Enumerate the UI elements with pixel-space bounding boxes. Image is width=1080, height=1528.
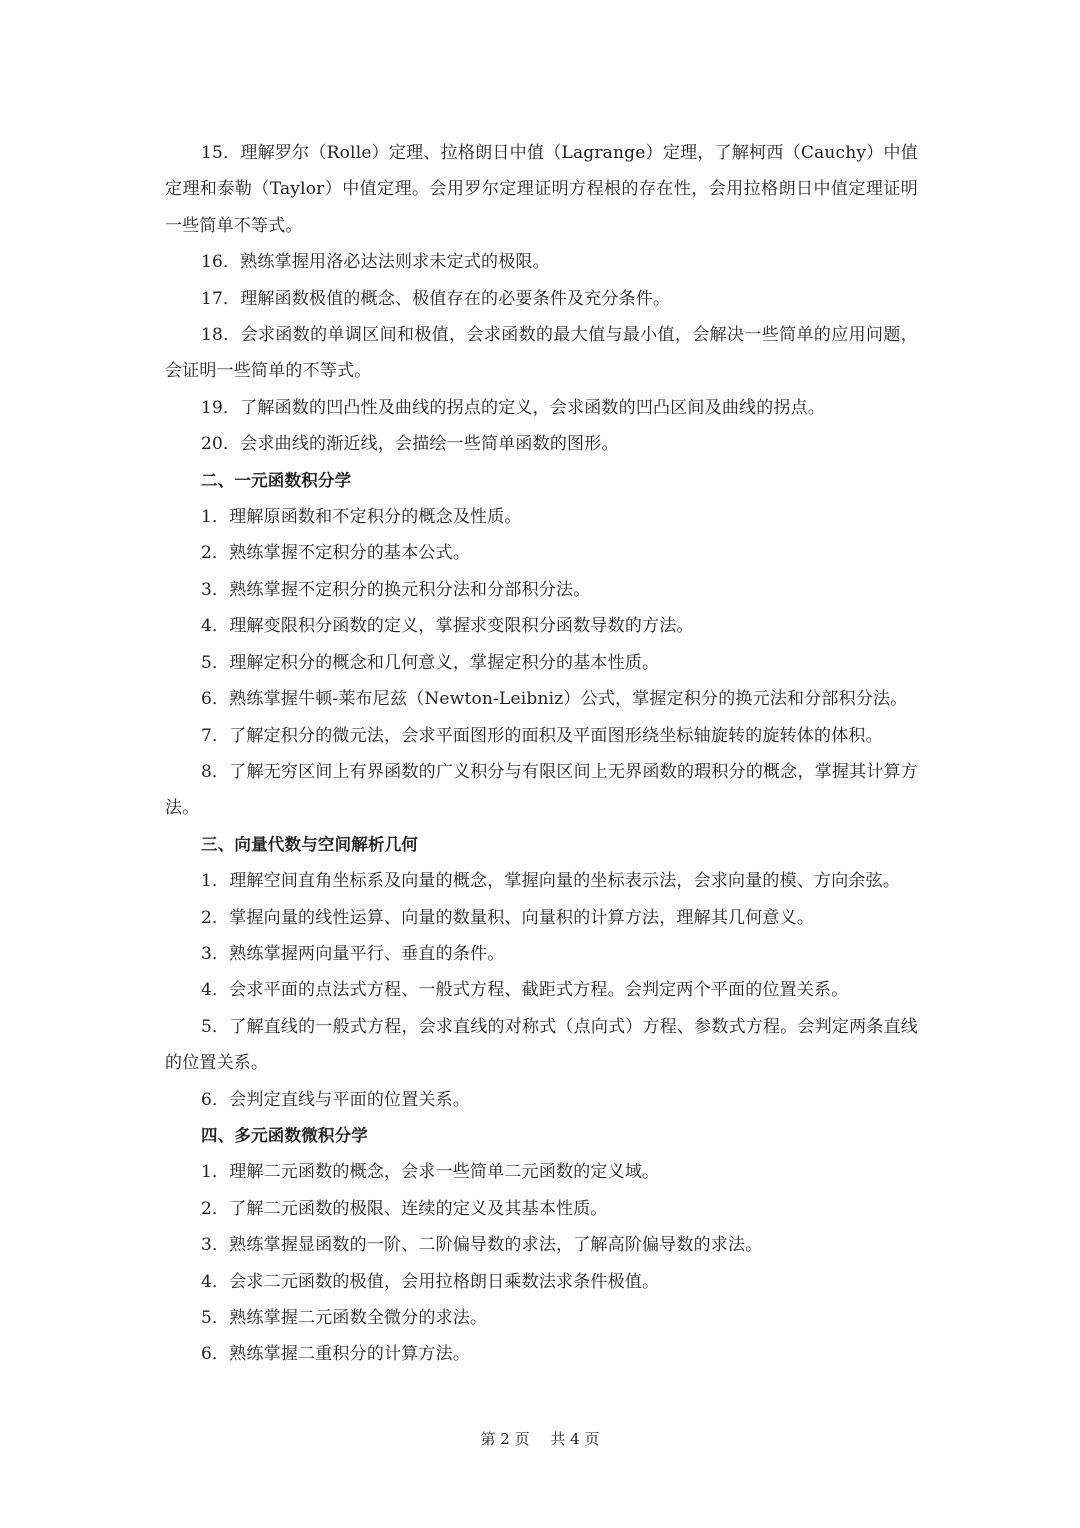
section-heading: 三、向量代数与空间解析几何 [201,834,419,854]
list-item: 5．熟练掌握二元函数全微分的求法。 [201,1308,488,1328]
list-item: 3．熟练掌握显函数的一阶、二阶偏导数的求法，了解高阶偏导数的求法。 [201,1235,763,1256]
list-item: 19．了解函数的凹凸性及曲线的拐点的定义，会求函数的凹凸区间及曲线的拐点。 [201,397,826,418]
document-body [165,135,918,1373]
list-item: 2．熟练掌握不定积分的基本公式。 [201,543,471,564]
list-item: 4．会求平面的点法式方程、一般式方程、截距式方程。会判定两个平面的位置关系。 [201,980,849,1001]
list-item: 4．会求二元函数的极值，会用拉格朗日乘数法求条件极值。 [201,1271,660,1292]
page-number: 第 2 页 [480,1430,530,1448]
section-heading: 二、一元函数积分学 [201,470,352,490]
list-item: 2．掌握向量的线性运算、向量的数量积、向量积的计算方法，理解其几何意义。 [201,907,815,928]
list-item: 16．熟练掌握用洛必达法则求未定式的极限。 [201,252,550,273]
page-footer [0,1428,1080,1449]
list-item: 2．了解二元函数的极限、连续的定义及其基本性质。 [201,1198,608,1219]
list-item: 5．了解直线的一般式方程，会求直线的对称式（点向式）方程、参数式方程。会判定两条直线的位置关系。 [165,1016,918,1074]
list-item: 3．熟练掌握两向量平行、垂直的条件。 [201,943,505,964]
list-item: 15．理解罗尔（Rolle）定理、拉格朗日中值（Lagrange）定理，了解柯西（Cauchy）中值定理和泰勒（Taylor）中值定理。会用罗尔定理证明方程根的存在性，会用拉格朗日中值定理证明一些简单不等式。 [165,143,918,236]
list-item: 8．了解无穷区间上有界函数的广义积分与有限区间上无界函数的瑕积分的概念，掌握其计算方法。 [165,761,918,819]
list-item: 4．理解变限积分函数的定义，掌握求变限积分函数导数的方法。 [201,616,694,637]
list-item: 20．会求曲线的渐近线，会描绘一些简单函数的图形。 [201,434,619,455]
list-item: 1．理解二元函数的概念，会求一些简单二元函数的定义域。 [201,1162,660,1183]
list-item: 18．会求函数的单调区间和极值，会求函数的最大值与最小值，会解决一些简单的应用问题，会证明一些简单的不等式。 [165,325,918,382]
list-item: 3．熟练掌握不定积分的换元积分法和分部积分法。 [201,579,591,600]
list-item: 6．会判定直线与平面的位置关系。 [201,1089,471,1110]
list-item: 17．理解函数极值的概念、极值存在的必要条件及充分条件。 [201,288,671,309]
list-item: 5．理解定积分的概念和几何意义，掌握定积分的基本性质。 [201,652,660,673]
list-item: 1．理解原函数和不定积分的概念及性质。 [201,507,522,528]
list-item: 7．了解定积分的微元法，会求平面图形的面积及平面图形绕坐标轴旋转的旋转体的体积。 [201,725,883,746]
list-item: 6．熟练掌握牛顿-莱布尼兹（Newton-Leibniz）公式，掌握定积分的换元法和分部积分法。 [201,689,908,710]
page-total: 共 4 页 [550,1430,600,1448]
list-item: 1．理解空间直角坐标系及向量的概念，掌握向量的坐标表示法，会求向量的模、方向余弦。 [201,871,901,892]
list-item: 6．熟练掌握二重积分的计算方法。 [201,1344,471,1365]
section-heading: 四、多元函数微积分学 [201,1125,368,1145]
